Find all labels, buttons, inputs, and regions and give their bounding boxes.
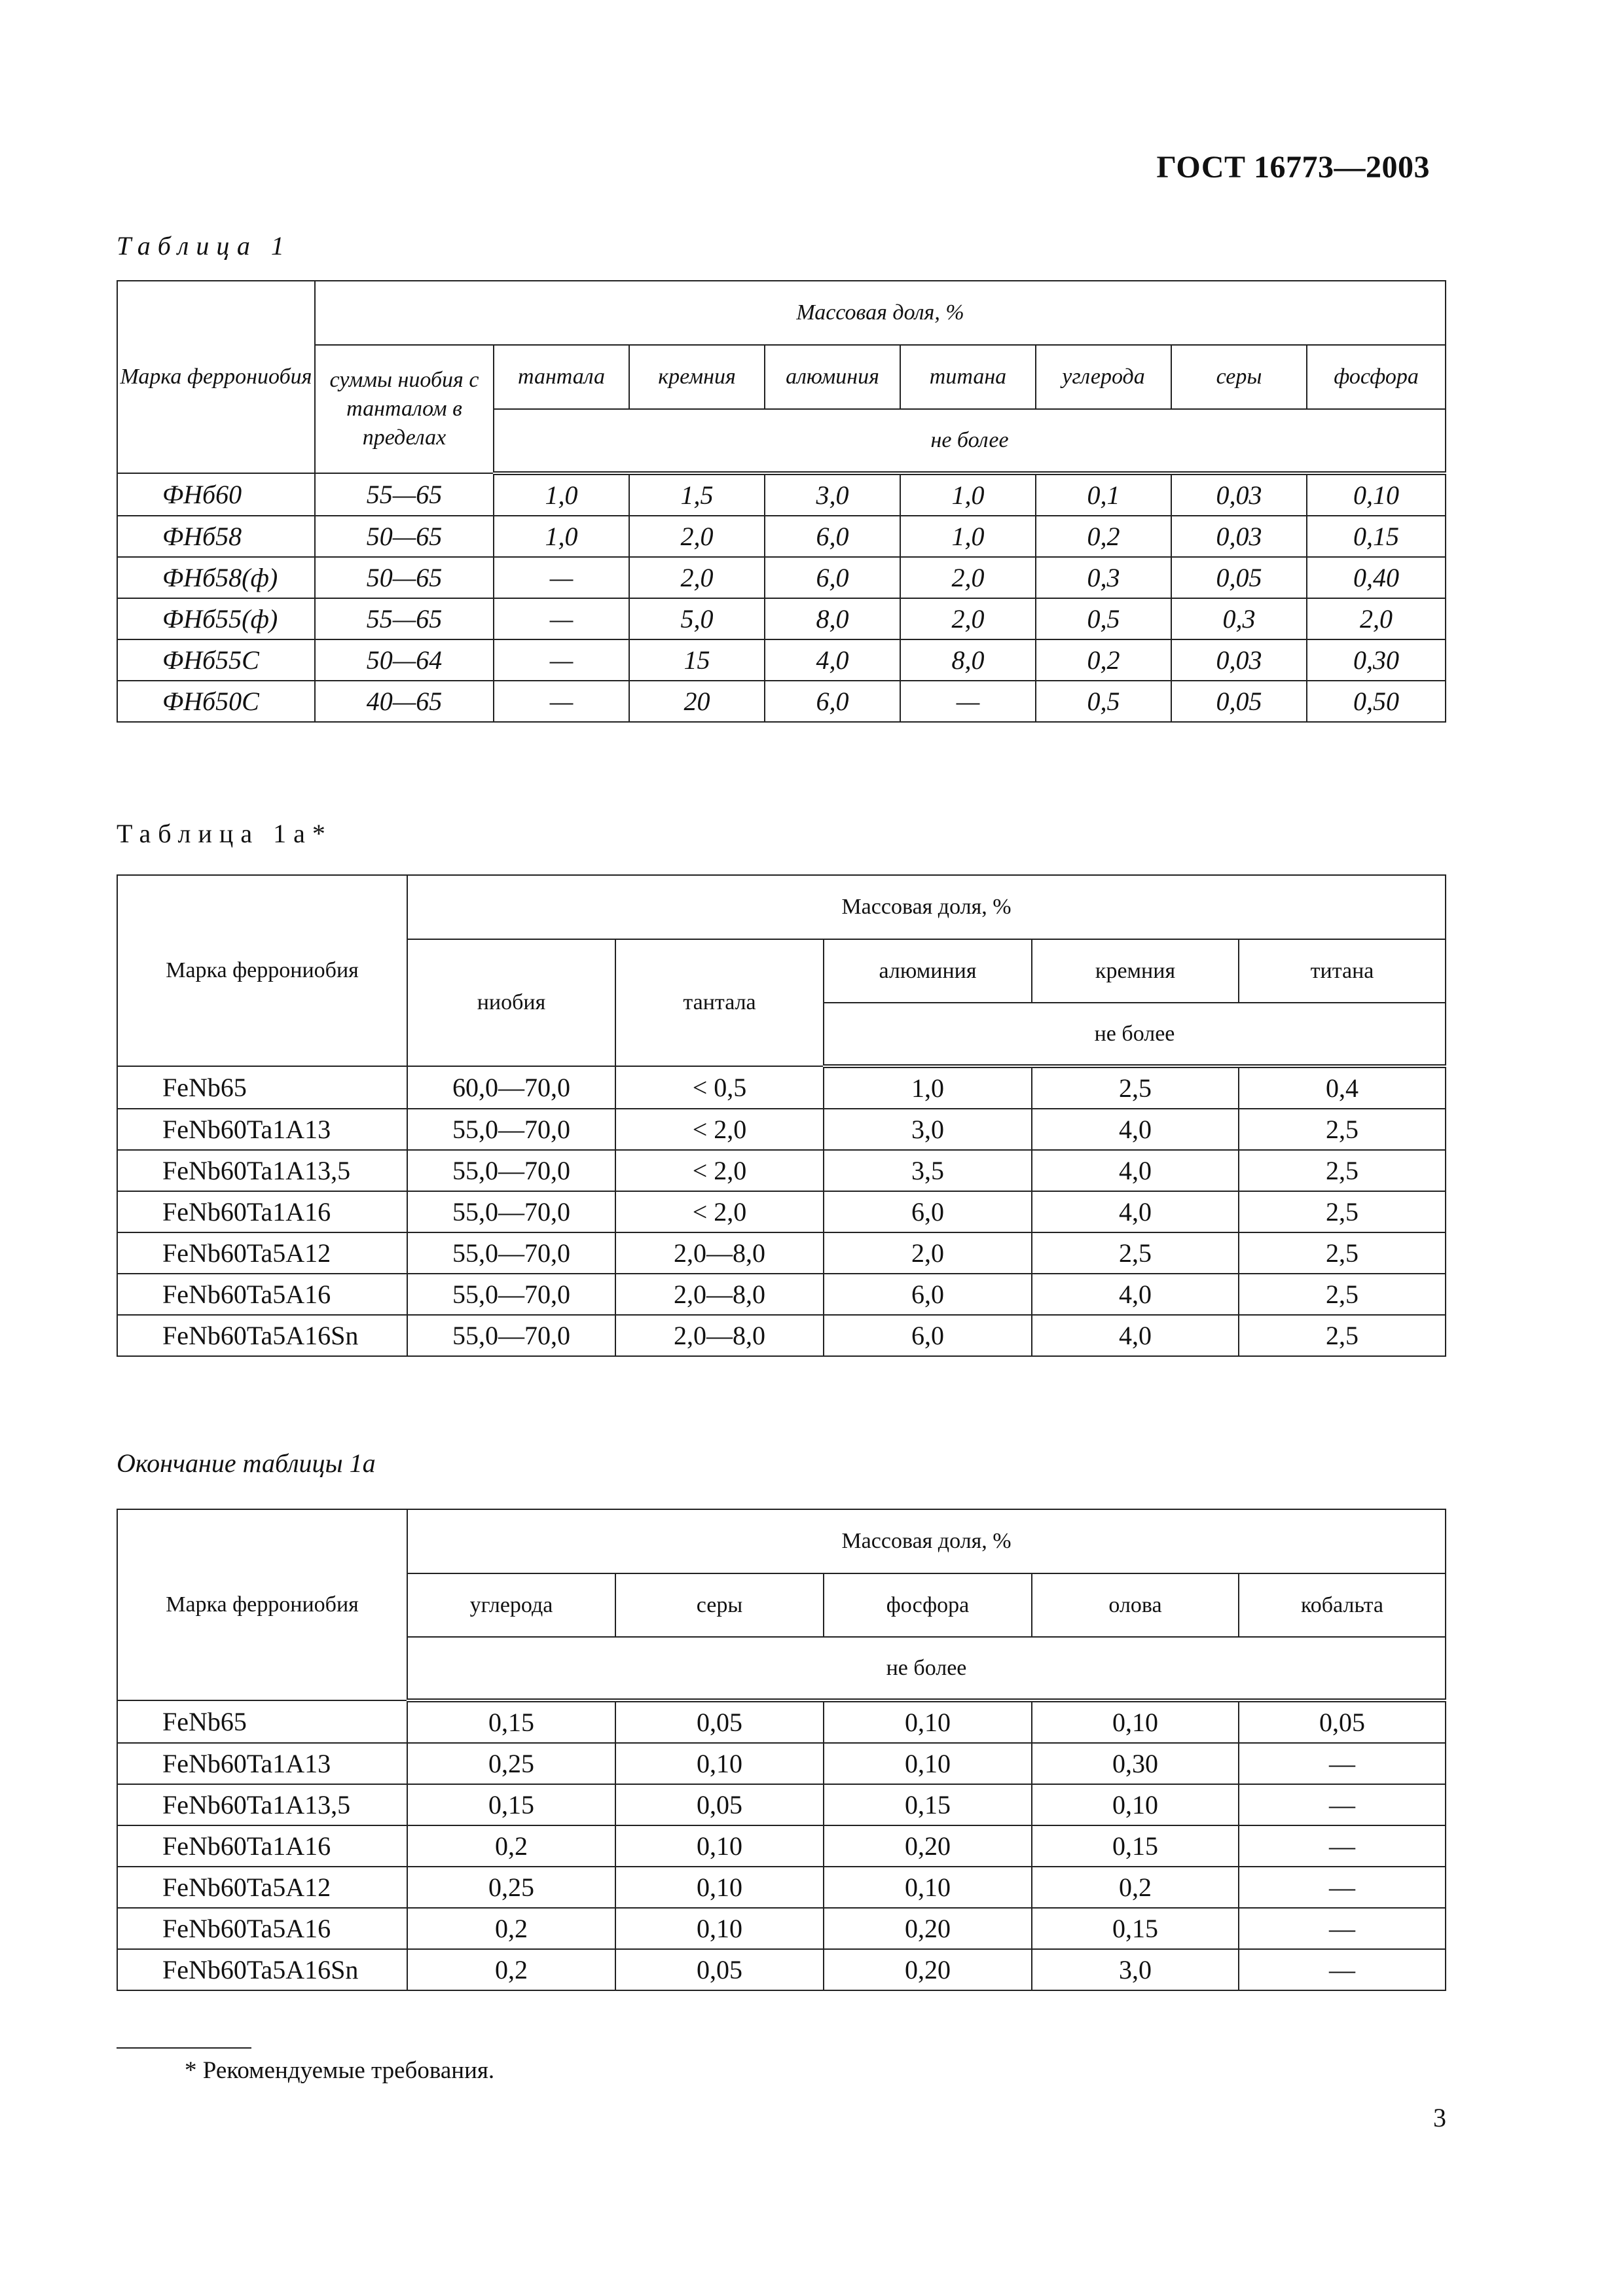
table-1-not-more-header: не более — [494, 409, 1446, 473]
value-cell: 4,0 — [1032, 1315, 1239, 1356]
table-1 — [117, 280, 1446, 723]
value-cell: — — [1239, 1949, 1446, 1990]
value-cell: 2,5 — [1239, 1274, 1446, 1315]
value-cell: 0,2 — [1032, 1867, 1239, 1908]
page-number: 3 — [1433, 2103, 1446, 2132]
table-1a-end-grade-header: Марка феррониобия — [117, 1509, 407, 1700]
value-cell: 0,5 — [1036, 598, 1171, 639]
value-cell: 0,05 — [615, 1949, 824, 1990]
value-cell: 0,30 — [1032, 1743, 1239, 1784]
table-1a-group-header: Массовая доля, % — [407, 875, 1446, 939]
table-1a-not-more-header: не более — [824, 1003, 1446, 1066]
table-1-col-carbon: углерода — [1036, 345, 1171, 409]
value-cell: 4,0 — [1032, 1109, 1239, 1150]
value-cell: 20 — [629, 681, 765, 722]
value-cell: 55—65 — [315, 598, 494, 639]
value-cell: 5,0 — [629, 598, 765, 639]
grade-cell: ФНб50С — [117, 681, 315, 722]
value-cell: 6,0 — [765, 681, 900, 722]
value-cell: < 2,0 — [615, 1150, 824, 1191]
grade-cell: FeNb60Ta1A13 — [117, 1743, 407, 1784]
grade-cell: ФНб58(ф) — [117, 557, 315, 598]
value-cell: 0,1 — [1036, 473, 1171, 516]
value-cell: 0,10 — [824, 1743, 1032, 1784]
table-1a-col-niobium: ниобия — [407, 939, 615, 1066]
table-1a-end-col-sulfur: серы — [615, 1573, 824, 1637]
table-1a-end-caption: Окончание таблицы 1а — [117, 1448, 376, 1478]
value-cell: 0,03 — [1171, 639, 1307, 681]
value-cell: 2,0 — [824, 1232, 1032, 1274]
value-cell: 50—65 — [315, 516, 494, 557]
grade-cell: ФНб55(ф) — [117, 598, 315, 639]
table-1a-col-aluminum: алюминия — [824, 939, 1032, 1003]
value-cell: 1,0 — [494, 473, 629, 516]
table-row — [117, 1825, 1446, 1867]
grade-cell: FeNb60Ta1A13,5 — [117, 1150, 407, 1191]
table-1a-col-tantalum: тантала — [615, 939, 824, 1066]
value-cell: < 2,0 — [615, 1109, 824, 1150]
value-cell: — — [1239, 1743, 1446, 1784]
value-cell: 50—65 — [315, 557, 494, 598]
value-cell: 2,0 — [900, 557, 1036, 598]
value-cell: — — [494, 639, 629, 681]
table-1a-end-col-tin: олова — [1032, 1573, 1239, 1637]
value-cell: 55,0—70,0 — [407, 1232, 615, 1274]
value-cell: 3,0 — [1032, 1949, 1239, 1990]
grade-cell: FeNb60Ta5A16Sn — [117, 1949, 407, 1990]
value-cell: 3,0 — [824, 1109, 1032, 1150]
table-row — [117, 1700, 1446, 1743]
value-cell: 0,25 — [407, 1743, 615, 1784]
value-cell: 0,2 — [1036, 639, 1171, 681]
table-1-col-phosphorus: фосфора — [1307, 345, 1446, 409]
grade-cell: FeNb65 — [117, 1700, 407, 1743]
grade-cell: FeNb60Ta5A16 — [117, 1274, 407, 1315]
value-cell: 0,20 — [824, 1949, 1032, 1990]
grade-cell: FeNb60Ta5A12 — [117, 1867, 407, 1908]
value-cell: 6,0 — [765, 516, 900, 557]
value-cell: 0,10 — [615, 1825, 824, 1867]
value-cell: 0,15 — [1032, 1825, 1239, 1867]
footnote-divider — [117, 2047, 251, 2049]
table-1a-end — [117, 1509, 1446, 1991]
grade-cell: ФНб55С — [117, 639, 315, 681]
table-row — [117, 1232, 1446, 1274]
value-cell: 0,05 — [1171, 557, 1307, 598]
value-cell: 0,2 — [407, 1908, 615, 1949]
value-cell: 0,50 — [1307, 681, 1446, 722]
grade-cell: FeNb60Ta1A13 — [117, 1109, 407, 1150]
value-cell: 0,05 — [1171, 681, 1307, 722]
value-cell: 0,2 — [407, 1825, 615, 1867]
table-1-col-aluminum: алюминия — [765, 345, 900, 409]
value-cell: 0,15 — [407, 1784, 615, 1825]
table-1a-grade-header: Марка феррониобия — [117, 875, 407, 1066]
grade-cell: FeNb65 — [117, 1066, 407, 1109]
value-cell: 3,0 — [765, 473, 900, 516]
value-cell: 1,0 — [900, 473, 1036, 516]
value-cell: 2,5 — [1032, 1066, 1239, 1109]
value-cell: 3,5 — [824, 1150, 1032, 1191]
value-cell: 1,0 — [494, 516, 629, 557]
value-cell: 6,0 — [824, 1191, 1032, 1232]
table-row — [117, 1949, 1446, 1990]
value-cell: 6,0 — [824, 1274, 1032, 1315]
value-cell: 0,05 — [615, 1700, 824, 1743]
table-1-caption: Таблица 1 — [117, 231, 291, 260]
table-1a-col-titanium: титана — [1239, 939, 1446, 1003]
value-cell: 2,0 — [1307, 598, 1446, 639]
footnote: * Рекомендуемые требования. — [185, 2057, 495, 2084]
value-cell: < 0,5 — [615, 1066, 824, 1109]
value-cell: 2,5 — [1239, 1150, 1446, 1191]
table-row — [117, 1066, 1446, 1109]
value-cell: 40—65 — [315, 681, 494, 722]
table-row — [117, 1867, 1446, 1908]
table-row — [117, 598, 1446, 639]
table-1a-caption: Таблица 1а* — [117, 819, 333, 848]
value-cell: 2,0 — [900, 598, 1036, 639]
value-cell: 0,2 — [407, 1949, 615, 1990]
table-row — [117, 1743, 1446, 1784]
table-row — [117, 1274, 1446, 1315]
value-cell: 4,0 — [765, 639, 900, 681]
value-cell: 4,0 — [1032, 1274, 1239, 1315]
value-cell: 1,0 — [824, 1066, 1032, 1109]
value-cell: 6,0 — [765, 557, 900, 598]
value-cell: 0,10 — [1307, 473, 1446, 516]
table-1a-end-body — [117, 1700, 1446, 1990]
value-cell: < 2,0 — [615, 1191, 824, 1232]
grade-cell: FeNb60Ta5A16 — [117, 1908, 407, 1949]
table-1a-end-not-more-header: не более — [407, 1637, 1446, 1700]
grade-cell: FeNb60Ta5A12 — [117, 1232, 407, 1274]
value-cell: 15 — [629, 639, 765, 681]
value-cell: 2,5 — [1239, 1315, 1446, 1356]
table-row — [117, 681, 1446, 722]
value-cell: 0,4 — [1239, 1066, 1446, 1109]
value-cell: 60,0—70,0 — [407, 1066, 615, 1109]
value-cell: — — [494, 598, 629, 639]
value-cell: 0,15 — [1307, 516, 1446, 557]
table-1a-end-col-phosphorus: фосфора — [824, 1573, 1032, 1637]
grade-cell: FeNb60Ta1A16 — [117, 1191, 407, 1232]
value-cell: 0,10 — [824, 1867, 1032, 1908]
value-cell: 0,20 — [824, 1908, 1032, 1949]
value-cell: 2,0 — [629, 557, 765, 598]
table-1-col-niobium-tantalum-sum: суммы ниобия с танталом в пределах — [315, 345, 494, 473]
value-cell: 2,5 — [1032, 1232, 1239, 1274]
value-cell: 55,0—70,0 — [407, 1109, 615, 1150]
value-cell: 1,5 — [629, 473, 765, 516]
table-1a-end-group-header: Массовая доля, % — [407, 1509, 1446, 1573]
value-cell: 55,0—70,0 — [407, 1150, 615, 1191]
table-row — [117, 1109, 1446, 1150]
table-1-col-titanium: титана — [900, 345, 1036, 409]
value-cell: 0,05 — [1239, 1700, 1446, 1743]
table-1a — [117, 874, 1446, 1357]
value-cell: 55,0—70,0 — [407, 1191, 615, 1232]
value-cell: 0,3 — [1036, 557, 1171, 598]
value-cell: 0,10 — [1032, 1784, 1239, 1825]
value-cell: 0,10 — [1032, 1700, 1239, 1743]
value-cell: 0,40 — [1307, 557, 1446, 598]
value-cell: 0,15 — [1032, 1908, 1239, 1949]
table-row — [117, 1191, 1446, 1232]
value-cell: 1,0 — [900, 516, 1036, 557]
table-row — [117, 1908, 1446, 1949]
table-row — [117, 1315, 1446, 1356]
value-cell: 0,15 — [824, 1784, 1032, 1825]
table-row — [117, 1784, 1446, 1825]
value-cell: — — [494, 557, 629, 598]
value-cell: 0,15 — [407, 1700, 615, 1743]
table-row — [117, 639, 1446, 681]
table-row — [117, 557, 1446, 598]
value-cell: 0,2 — [1036, 516, 1171, 557]
value-cell: 50—64 — [315, 639, 494, 681]
table-1-group-header: Массовая доля, % — [315, 281, 1446, 345]
value-cell: 0,30 — [1307, 639, 1446, 681]
value-cell: 2,5 — [1239, 1191, 1446, 1232]
table-1-col-tantalum: тантала — [494, 345, 629, 409]
value-cell: 55,0—70,0 — [407, 1274, 615, 1315]
table-1-grade-header: Марка феррониобия — [117, 281, 315, 473]
value-cell: 55,0—70,0 — [407, 1315, 615, 1356]
table-row — [117, 473, 1446, 516]
value-cell: — — [900, 681, 1036, 722]
value-cell: 2,5 — [1239, 1232, 1446, 1274]
value-cell: 2,0 — [629, 516, 765, 557]
value-cell: 0,03 — [1171, 516, 1307, 557]
table-1-col-sulfur: серы — [1171, 345, 1307, 409]
value-cell: 2,0—8,0 — [615, 1232, 824, 1274]
table-1-body — [117, 473, 1446, 722]
grade-cell: FeNb60Ta5A16Sn — [117, 1315, 407, 1356]
value-cell: 0,10 — [824, 1700, 1032, 1743]
value-cell: — — [1239, 1825, 1446, 1867]
table-row — [117, 1150, 1446, 1191]
value-cell: — — [1239, 1908, 1446, 1949]
value-cell: 0,25 — [407, 1867, 615, 1908]
value-cell: 0,3 — [1171, 598, 1307, 639]
value-cell: 4,0 — [1032, 1191, 1239, 1232]
value-cell: — — [1239, 1867, 1446, 1908]
value-cell: 8,0 — [765, 598, 900, 639]
value-cell: 6,0 — [824, 1315, 1032, 1356]
value-cell: 0,20 — [824, 1825, 1032, 1867]
value-cell: 0,10 — [615, 1743, 824, 1784]
value-cell: 0,05 — [615, 1784, 824, 1825]
value-cell: 2,0—8,0 — [615, 1274, 824, 1315]
grade-cell: ФНб60 — [117, 473, 315, 516]
document-standard-number: ГОСТ 16773—2003 — [1156, 150, 1430, 185]
value-cell: 0,03 — [1171, 473, 1307, 516]
value-cell: 2,5 — [1239, 1109, 1446, 1150]
value-cell: 0,10 — [615, 1908, 824, 1949]
value-cell: 2,0—8,0 — [615, 1315, 824, 1356]
table-1a-body — [117, 1066, 1446, 1356]
table-1-col-silicon: кремния — [629, 345, 765, 409]
table-1a-col-silicon: кремния — [1032, 939, 1239, 1003]
value-cell: 4,0 — [1032, 1150, 1239, 1191]
table-1a-end-col-carbon: углерода — [407, 1573, 615, 1637]
grade-cell: FeNb60Ta1A13,5 — [117, 1784, 407, 1825]
value-cell: 0,10 — [615, 1867, 824, 1908]
table-row — [117, 516, 1446, 557]
grade-cell: FeNb60Ta1A16 — [117, 1825, 407, 1867]
value-cell: — — [494, 681, 629, 722]
value-cell: 55—65 — [315, 473, 494, 516]
grade-cell: ФНб58 — [117, 516, 315, 557]
table-1a-end-col-cobalt: кобальта — [1239, 1573, 1446, 1637]
value-cell: 8,0 — [900, 639, 1036, 681]
value-cell: 0,5 — [1036, 681, 1171, 722]
value-cell: — — [1239, 1784, 1446, 1825]
